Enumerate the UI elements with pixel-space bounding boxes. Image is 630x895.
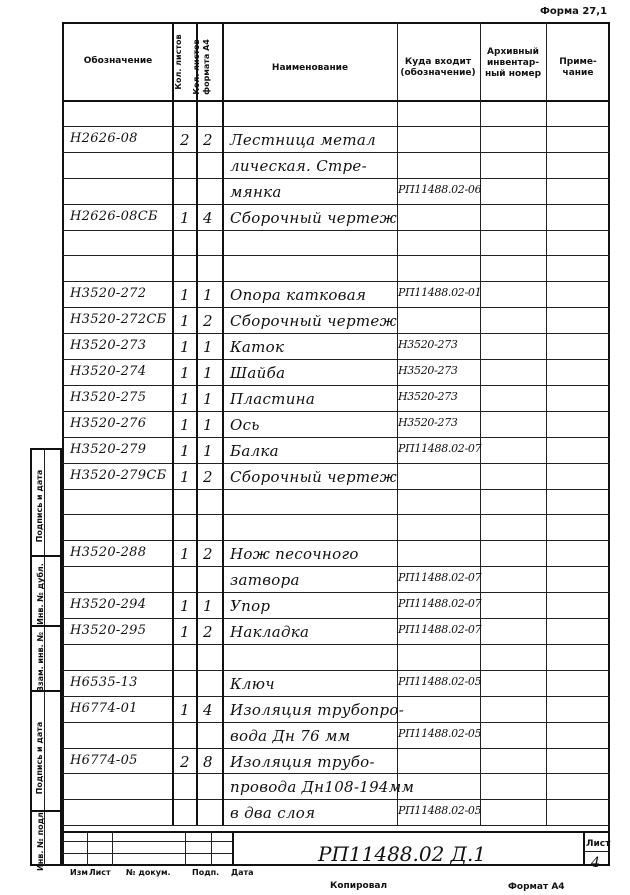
side-label-inv-orig: Инв. № подл.: [36, 809, 45, 871]
header-note: Приме- чание: [559, 57, 597, 78]
grid-hline: [62, 100, 610, 102]
cell-where-used: Н3520-273: [398, 338, 458, 352]
cell-sheets-count: 1: [180, 700, 190, 719]
grid-hline: [62, 825, 610, 826]
grid-hline: [62, 748, 610, 749]
grid-hline: [62, 773, 610, 774]
grid-hline: [62, 489, 610, 490]
cell-sheets-a4: 1: [203, 415, 213, 434]
grid-hline: [62, 644, 610, 645]
grid-hline: [62, 411, 610, 412]
form-label: Форма 27,1: [540, 6, 608, 17]
grid-vline: [185, 831, 186, 866]
cell-name: Ось: [230, 415, 260, 434]
cell-sheets-count: 1: [180, 208, 190, 227]
grid-hline: [62, 333, 610, 334]
cell-name: Сборочный чертеж: [230, 467, 397, 486]
cell-sheets-count: 1: [180, 441, 190, 460]
cell-designation: Н3520-276: [70, 415, 147, 431]
cell-name: Пластина: [230, 389, 316, 408]
cell-sheets-count: 1: [180, 597, 190, 616]
grid-hline: [62, 307, 610, 308]
cell-name: Лестница метал: [230, 130, 376, 149]
header-sheets-count: Кол. листов: [174, 34, 183, 90]
cell-designation: Н6774-01: [70, 700, 138, 716]
cell-sheets-a4: 2: [203, 312, 213, 331]
cell-name: Опора катковая: [230, 286, 367, 305]
grid-hline: [62, 204, 610, 205]
cell-designation: Н2626-08: [70, 130, 138, 146]
title-doc-no: № докум.: [126, 868, 171, 877]
cell-designation: Н3520-279: [70, 441, 147, 457]
grid-hline: [62, 281, 610, 282]
cell-designation: Н3520-274: [70, 364, 147, 379]
cell-designation: Н3520-295: [70, 623, 147, 638]
cell-designation: Н3520-279СБ: [70, 467, 167, 483]
cell-sheets-a4: 2: [203, 130, 213, 149]
cell-sheets-count: 1: [180, 338, 190, 357]
cell-where-used: РП11488.02-05: [398, 726, 482, 740]
header-designation: Обозначение: [83, 56, 153, 66]
cell-sheets-a4: 8: [203, 752, 213, 771]
cell-name: провода Дн108-194мм: [230, 778, 415, 797]
cell-name: Изоляция трубопро-: [230, 700, 405, 719]
cell-name: Ключ: [230, 674, 275, 693]
side-label-sign-date-top: Подпись и дата: [35, 469, 44, 543]
grid-hline: [62, 463, 610, 464]
title-izm: Изм: [70, 868, 88, 877]
grid-hline: [62, 359, 610, 360]
grid-vline: [172, 22, 174, 825]
grid-hline: [62, 230, 610, 231]
header-name: Наименование: [271, 63, 349, 73]
grid-vline: [480, 22, 481, 825]
header-archive-number: Архивный инвентар- ный номер: [484, 47, 542, 79]
grid-hline: [62, 178, 610, 179]
document-code: РП11488.02 Д.1: [318, 842, 487, 866]
sheet-label: Лист: [586, 839, 611, 849]
cell-sheets-a4: 1: [203, 364, 213, 382]
sheet-number: 4: [591, 855, 601, 871]
cell-name: лическая. Стре-: [230, 156, 367, 175]
cell-where-used: РП11488.02-05: [398, 674, 482, 688]
cell-name: Сборочный чертеж: [230, 312, 397, 331]
cell-designation: Н3520-272: [70, 286, 147, 302]
grid-hline: [62, 255, 610, 256]
cell-name: Накладка: [230, 623, 310, 641]
grid-hline: [583, 851, 610, 852]
header-where-used: Куда входит (обозначение): [400, 57, 476, 78]
cell-sheets-a4: 2: [203, 467, 213, 486]
cell-name: Каток: [230, 338, 285, 357]
cell-designation: Н3520-288: [70, 545, 147, 561]
cell-sheets-count: 1: [180, 545, 190, 564]
cell-sheets-a4: 1: [203, 441, 213, 460]
cell-where-used: РП11488.02-07: [398, 597, 482, 611]
cell-where-used: РП11488.02-07: [398, 441, 482, 455]
cell-designation: Н3520-294: [70, 597, 147, 613]
grid-hline: [62, 152, 610, 153]
grid-hline: [62, 722, 610, 723]
cell-name: в два слоя: [230, 804, 316, 823]
cell-where-used: Н3520-273: [398, 415, 458, 429]
cell-sheets-a4: 4: [203, 208, 213, 227]
footer-format: Формат А4: [508, 882, 565, 892]
cell-name: Изоляция трубо-: [230, 752, 375, 771]
header-sheets-a4: Кол. листов формата А4: [192, 39, 211, 95]
cell-sheets-count: 2: [180, 752, 190, 771]
cell-name: Упор: [230, 597, 271, 616]
grid-hline: [62, 126, 610, 127]
cell-sheets-count: 1: [180, 623, 190, 641]
cell-sheets-count: 1: [180, 286, 190, 305]
cell-where-used: Н3520-273: [398, 389, 458, 403]
grid-vline: [112, 831, 113, 866]
grid-vline: [232, 831, 234, 866]
side-label-replace-inv: Взам. инв. №: [36, 631, 45, 693]
cell-name: Балка: [230, 441, 279, 460]
cell-where-used: РП11488.02-07: [398, 623, 482, 636]
cell-name: Нож песочного: [230, 545, 359, 564]
cell-sheets-count: 1: [180, 467, 190, 486]
cell-designation: Н2626-08СБ: [70, 208, 158, 224]
cell-where-used: Н3520-273: [398, 364, 458, 377]
title-list: Лист: [89, 868, 111, 877]
cell-sheets-a4: 4: [203, 700, 213, 719]
cell-sheets-count: 1: [180, 415, 190, 434]
grid-hline: [62, 799, 610, 800]
cell-sheets-count: 1: [180, 312, 190, 331]
grid-hline: [62, 566, 610, 567]
grid-vline: [211, 831, 212, 866]
footer-copied: Копировал: [330, 881, 388, 891]
cell-sheets-a4: 1: [203, 389, 213, 408]
grid-vline: [222, 22, 224, 825]
grid-hline: [62, 831, 610, 833]
cell-sheets-count: 1: [180, 389, 190, 408]
cell-name: Шайба: [230, 364, 286, 382]
grid-hline: [62, 592, 610, 593]
cell-designation: Н3520-275: [70, 389, 147, 405]
grid-hline: [62, 385, 610, 386]
cell-designation: Н6535-13: [70, 674, 138, 690]
cell-name: затвора: [230, 571, 300, 590]
grid-hline: [62, 696, 610, 697]
grid-hline: [62, 670, 610, 671]
cell-sheets-a4: 2: [203, 623, 213, 641]
cell-sheets-a4: 1: [203, 286, 213, 305]
cell-sheets-a4: 2: [203, 545, 213, 564]
cell-sheets-a4: 1: [203, 338, 213, 357]
title-sign: Подп.: [192, 868, 220, 877]
cell-name: Сборочный чертеж: [230, 208, 397, 227]
cell-where-used: РП11488.02-05: [398, 804, 482, 818]
cell-sheets-count: 2: [180, 130, 190, 149]
cell-where-used: РП11488.02-01: [398, 286, 482, 300]
cell-sheets-count: 1: [180, 364, 190, 382]
cell-sheets-a4: 1: [203, 597, 213, 616]
cell-name: мянка: [230, 182, 282, 201]
cell-designation: Н3520-272СБ: [70, 312, 167, 328]
grid-hline: [62, 540, 610, 541]
grid-vline: [87, 831, 88, 866]
cell-name: вода Дн 76 мм: [230, 726, 351, 745]
cell-designation: Н3520-273: [70, 338, 147, 354]
side-label-inv-dup: Инв. № дубл.: [36, 563, 45, 625]
cell-where-used: РП11488.02-06: [398, 182, 482, 196]
grid-vline: [546, 22, 547, 825]
grid-hline: [62, 618, 610, 619]
cell-where-used: РП11488.02-07: [398, 571, 482, 585]
cell-designation: Н6774-05: [70, 752, 138, 768]
grid-hline: [62, 437, 610, 438]
title-date: Дата: [231, 868, 254, 877]
grid-vline: [583, 831, 585, 866]
grid-hline: [62, 514, 610, 515]
side-label-sign-date-bottom: Подпись и дата: [35, 721, 44, 795]
grid-vline: [196, 22, 198, 825]
